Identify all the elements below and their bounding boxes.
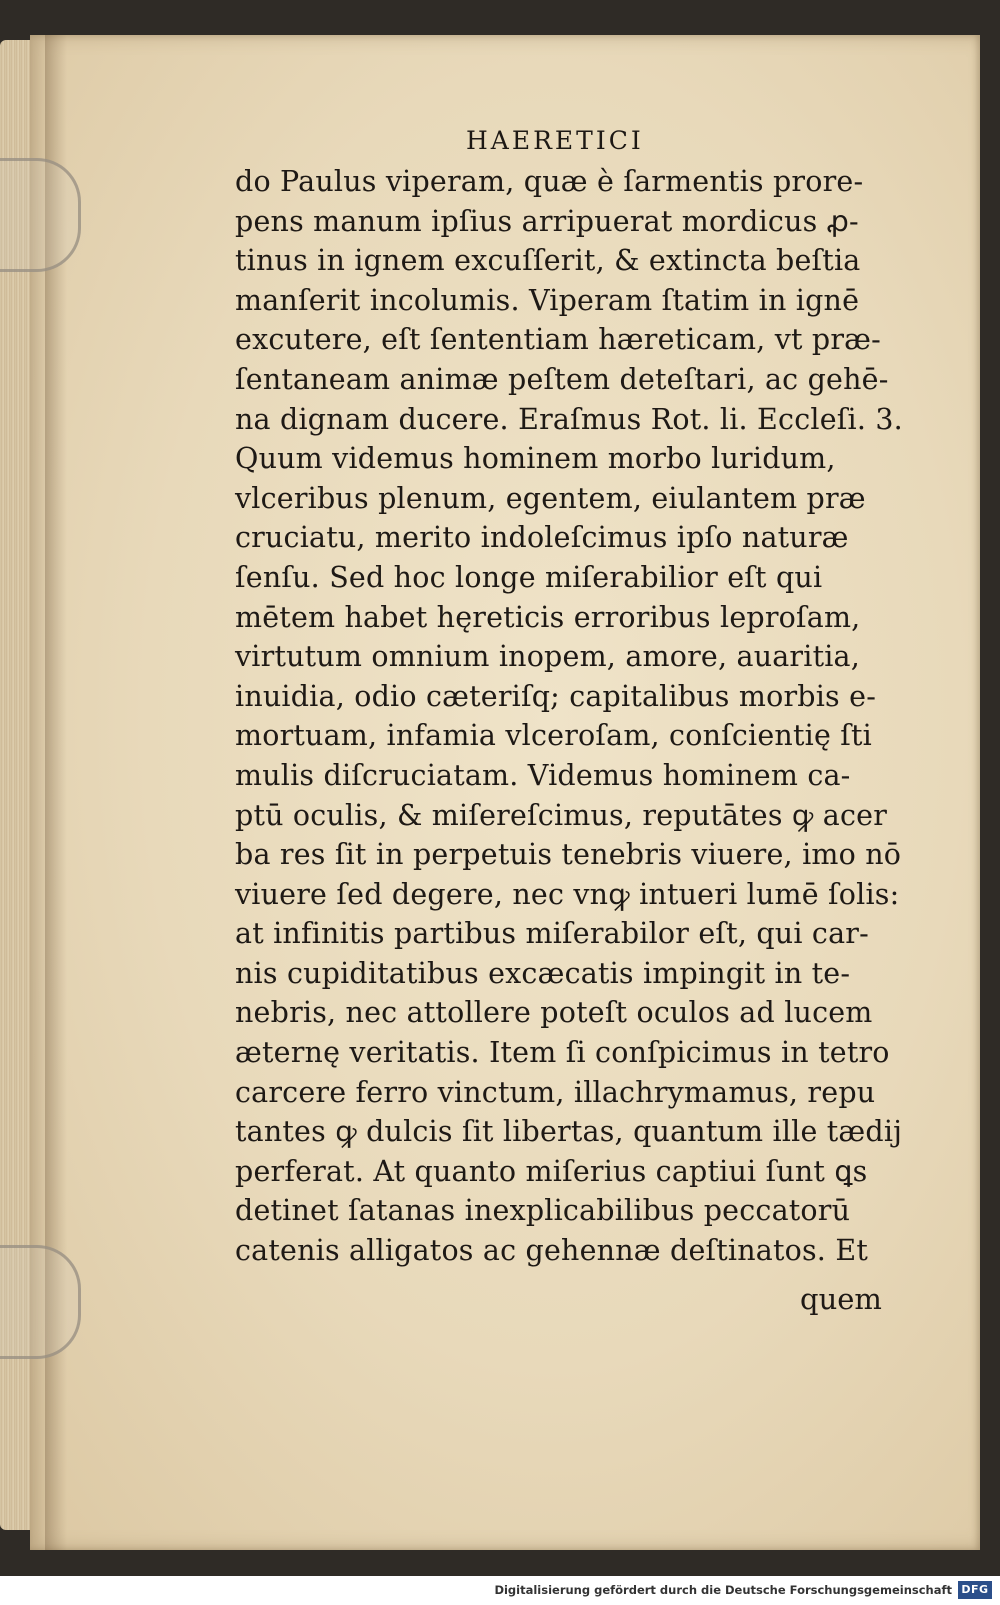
text-line: do Paulus viperam, quæ è ſarmentis prore- bbox=[235, 165, 864, 198]
text-line: tinus in ignem excuſſerit, & extincta beſtia bbox=[235, 244, 861, 278]
text-line: viuere ſed degere, nec vnꝙ intueri lumē ſolis: bbox=[235, 877, 900, 911]
text-line: excutere, eſt ſententiam hæreticam, vt præ- bbox=[235, 323, 881, 357]
text-line: vlceribus plenum, egentem, eiulantem præ bbox=[235, 481, 866, 515]
running-head: HAERETICI bbox=[466, 126, 644, 155]
text-line: nis cupiditatibus excæcatis impingit in te- bbox=[235, 956, 851, 990]
text-line: mulis diſcruciatam. Videmus hominem ca- bbox=[235, 758, 851, 792]
dfg-logo: DFG bbox=[958, 1581, 992, 1599]
text-line: inuidia, odio cæteriſq; capitalibus morbis e- bbox=[235, 679, 877, 713]
book-clamp-top bbox=[0, 158, 81, 272]
text-line: ba res ſit in perpetuis tenebris viuere, imo nō bbox=[235, 838, 902, 872]
text-line: cruciatu, merito indoleſcimus ipſo naturæ bbox=[235, 521, 849, 555]
text-line: perferat. At quanto miſerius captiui ſunt ꝗs bbox=[235, 1154, 868, 1188]
text-line: ſentaneam animæ peſtem deteſtari, ac gehē- bbox=[235, 362, 889, 396]
text-line: at infinitis partibus miſerabilor eſt, qui car- bbox=[235, 917, 869, 951]
text-line: tantes ꝙ dulcis ſit libertas, quantum ille tædij bbox=[235, 1115, 903, 1149]
text-line: mētem habet hęreticis erroribus leproſam, bbox=[235, 600, 861, 634]
body-text bbox=[235, 162, 915, 1271]
catchword: quem bbox=[800, 1282, 882, 1316]
text-line: na dignam ducere. Eraſmus Rot. li. Eccleſi. 3. bbox=[235, 402, 903, 436]
text-line: catenis alligatos ac gehennæ deſtinatos. Et bbox=[235, 1234, 868, 1268]
text-line: ptū oculis, & miſereſcimus, reputātes ꝙ acer bbox=[235, 798, 888, 832]
text-line: carcere ferro vinctum, illachrymamus, repu bbox=[235, 1075, 876, 1109]
text-line: Quum videmus hominem morbo luridum, bbox=[235, 442, 836, 476]
text-line: manſerit incolumis. Viperam ſtatim in ignē bbox=[235, 283, 860, 317]
text-line: æternę veritatis. Item ſi conſpicimus in tetro bbox=[235, 1036, 890, 1070]
text-line: virtutum omnium inopem, amore, auaritia, bbox=[235, 640, 860, 674]
text-line: nebris, nec attollere poteſt oculos ad lucem bbox=[235, 996, 873, 1030]
text-line: ſenſu. Sed hoc longe miſerabilior eſt qui bbox=[235, 560, 823, 594]
text-line: pens manum ipſius arripuerat mordicus ꝓ- bbox=[235, 204, 859, 238]
footer-credit: Digitalisierung gefördert durch die Deutsche Forschungsgemeinschaft bbox=[494, 1583, 952, 1597]
text-line: detinet ſatanas inexplicabilibus peccatorū bbox=[235, 1194, 851, 1228]
book-clamp-bottom bbox=[0, 1245, 81, 1359]
footer-bar bbox=[0, 1576, 1000, 1605]
text-line: mortuam, infamia vlceroſam, conſcientię ſti bbox=[235, 719, 872, 753]
